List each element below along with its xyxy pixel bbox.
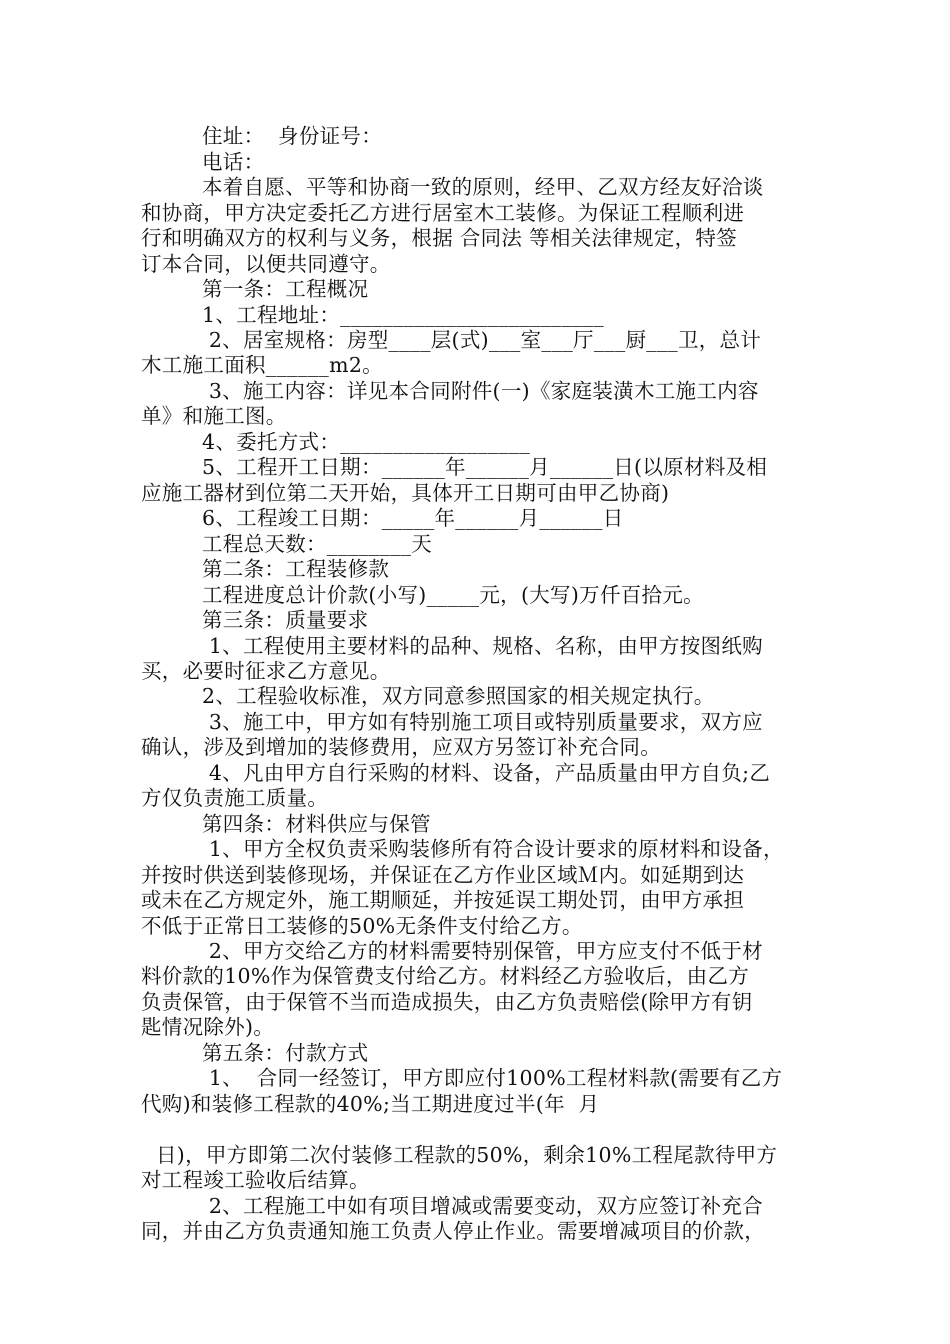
article-3-item-1: 1、工程使用主要材料的品种、规格、名称，由甲方按图纸购 [202, 634, 763, 658]
article-1-item-3: 3、施工内容：详见本合同附件(一)《家庭装潢木工施工内容 [202, 379, 759, 403]
article-3-item-3: 3、施工中，甲方如有特别施工项目或特别质量要求，双方应 [202, 710, 763, 734]
article-5-item-1-cont-2: 日)，甲方即第二次付装修工程款的50%，剩余10%工程尾款待甲方 [156, 1143, 778, 1167]
article-2-heading: 第二条：工程装修款 [202, 557, 390, 581]
article-4-item-1-cont-3: 不低于正常日工装修的50%无条件支付给乙方。 [141, 914, 583, 938]
article-1-heading: 第一条：工程概况 [202, 277, 369, 301]
article-4-item-2-cont-1: 料价款的10%作为保管费支付给乙方。材料经乙方验收后，由乙方 [141, 964, 750, 988]
article-5-heading: 第五条：付款方式 [202, 1041, 369, 1065]
article-2-price-line: 工程进度总计价款(小写)_____元，(大写)万仟百拾元。 [202, 583, 704, 607]
address-id-line: 住址： 身份证号： [202, 124, 383, 148]
article-1-item-1: 1、工程地址：_________________________ [202, 303, 604, 327]
article-4-item-1-cont-1: 并按时供送到装修现场，并保证在乙方作业区域Ｍ内。如延期到达 [141, 863, 745, 887]
preamble-line-4: 订本合同，以便共同遵守。 [141, 252, 391, 276]
article-1-item-2: 2、居室规格：房型____层(式)___室___厅___厨___卫，总计 [202, 328, 762, 352]
article-4-item-2: 2、甲方交给乙方的材料需要特别保管，甲方应支付不低于材 [202, 939, 763, 963]
article-3-item-2: 2、工程验收标准，双方同意参照国家的相关规定执行。 [202, 684, 715, 708]
article-5-item-1-cont-3: 对工程竣工验收后结算。 [141, 1168, 370, 1192]
article-1-item-3-cont: 单》和施工图。 [141, 404, 287, 428]
phone-line: 电话： [202, 150, 265, 174]
article-4-item-1: 1、甲方全权负责采购装修所有符合设计要求的原材料和设备， [202, 837, 784, 861]
article-4-item-2-cont-2: 负责保管，由于保管不当而造成损失，由乙方负责赔偿(除甲方有钥 [141, 990, 753, 1014]
preamble-line-2: 和协商，甲方决定委托乙方进行居室木工装修。为保证工程顺利进 [141, 201, 745, 225]
article-4-heading: 第四条：材料供应与保管 [202, 812, 431, 836]
article-5-item-2: 2、工程施工中如有项目增减或需要变动，双方应签订补充合 [202, 1194, 763, 1218]
article-5-item-1-cont-1: 代购)和装修工程款的40%;当工期进度过半(年 月 [141, 1092, 600, 1116]
article-3-item-4: 4、凡由甲方自行采购的材料、设备，产品质量由甲方自负;乙 [202, 761, 771, 785]
article-4-item-1-cont-2: 或未在乙方规定外，施工期顺延，并按延误工期处罚，由甲方承担 [141, 888, 745, 912]
article-1-item-5: 5、工程开工日期：______年______月______日(以原材料及相 [202, 455, 768, 479]
article-3-item-4-cont: 方仅负责施工质量。 [141, 786, 329, 810]
article-1-item-6: 6、工程竣工日期：_____年______月______日 [202, 506, 624, 530]
article-3-heading: 第三条：质量要求 [202, 608, 369, 632]
article-3-item-1-cont: 买，必要时征求乙方意见。 [141, 659, 391, 683]
article-1-item-2-cont: 木工施工面积______m2。 [141, 353, 383, 377]
article-4-item-2-cont-3: 匙情况除外)。 [141, 1015, 275, 1039]
preamble-line-1: 本着自愿、平等和协商一致的原则，经甲、乙双方经友好洽谈 [202, 175, 764, 199]
article-5-item-1: 1、 合同一经签订，甲方即应付100%工程材料款(需要有乙方 [202, 1066, 783, 1090]
preamble-line-3: 行和明确双方的权利与义务，根据 合同法 等相关法律规定，特签 [141, 226, 738, 250]
article-3-item-3-cont: 确认，涉及到增加的装修费用，应双方另签订补充合同。 [141, 735, 661, 759]
article-5-item-2-cont: 同，并由乙方负责通知施工负责人停止作业。需要增减项目的价款， [141, 1219, 765, 1243]
article-1-item-5-cont: 应施工器材到位第二天开始，具体开工日期可由甲乙协商) [141, 481, 670, 505]
total-days-line: 工程总天数：________天 [202, 532, 432, 556]
article-1-item-4: 4、委托方式：__________________ [202, 430, 531, 454]
